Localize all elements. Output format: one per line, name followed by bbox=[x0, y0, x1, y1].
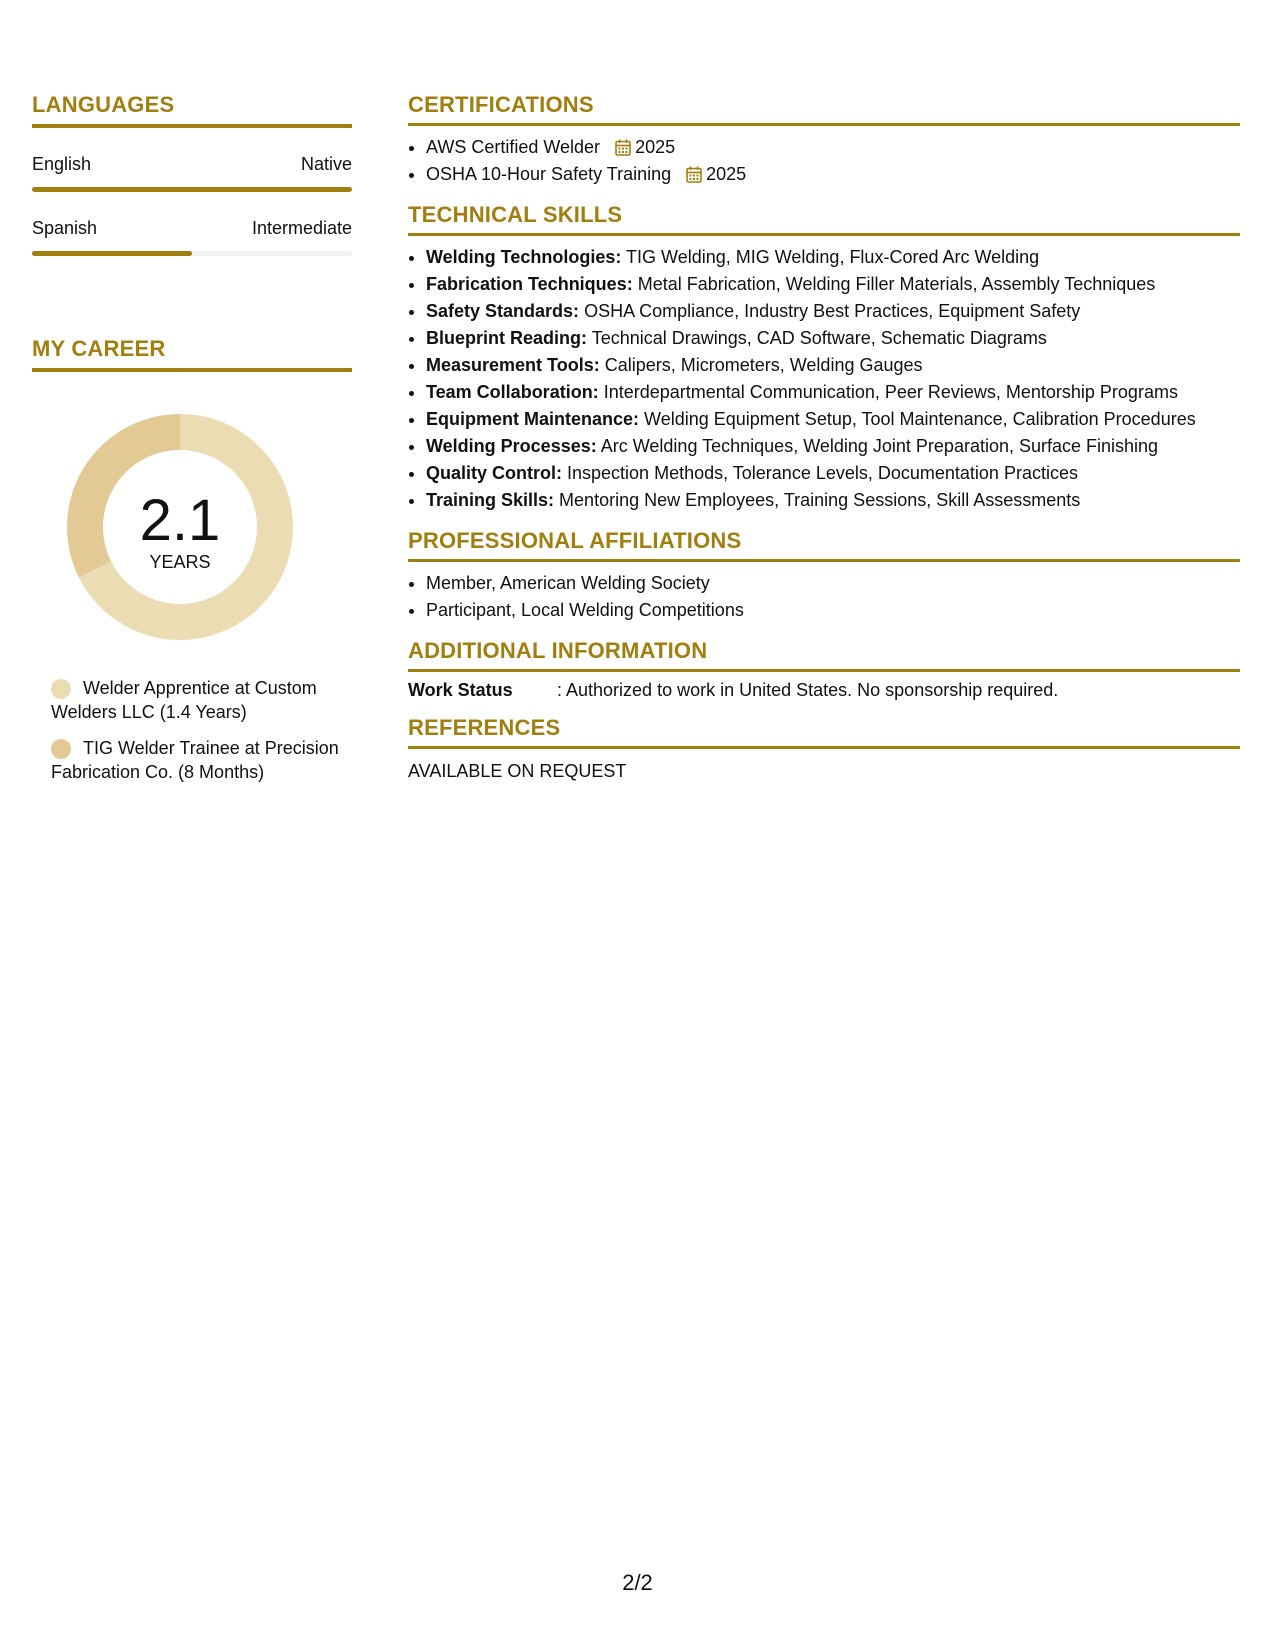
career-total bbox=[67, 414, 293, 640]
page-number: 2/2 bbox=[622, 1570, 653, 1595]
calendar-icon bbox=[686, 166, 702, 183]
certification-year: 2025 bbox=[706, 164, 747, 184]
skill-text: TIG Welding, MIG Welding, Flux-Cored Arc Welding bbox=[626, 247, 1040, 267]
work-status-label: Work Status bbox=[408, 680, 513, 700]
career-donut-chart bbox=[67, 414, 293, 640]
certification-year: 2025 bbox=[635, 137, 676, 157]
left-column bbox=[32, 92, 352, 796]
certifications-section bbox=[408, 92, 1240, 188]
certifications-list bbox=[408, 134, 1240, 188]
certification-name: AWS Certified Welder bbox=[426, 137, 601, 157]
language-name: English bbox=[32, 154, 92, 174]
right-column bbox=[408, 92, 1240, 796]
skill-item bbox=[426, 298, 1240, 325]
skill-item bbox=[426, 271, 1240, 298]
affiliations-title: PROFESSIONAL AFFILIATIONS bbox=[408, 528, 1240, 562]
skill-text: Arc Welding Techniques, Welding Joint Preparation, Surface Finishing bbox=[600, 436, 1159, 456]
career-legend bbox=[51, 676, 352, 784]
technical-skills-title: TECHNICAL SKILLS bbox=[408, 202, 1240, 236]
skill-item bbox=[426, 433, 1240, 460]
skill-label: Blueprint Reading: bbox=[426, 328, 587, 348]
language-level-bar bbox=[32, 187, 352, 192]
skill-label: Training Skills: bbox=[426, 490, 555, 510]
skill-item bbox=[426, 406, 1240, 433]
affiliation-item: • Member, American Welding Society bbox=[426, 570, 1240, 597]
language-level-bar bbox=[32, 251, 352, 256]
language-level-fill bbox=[32, 251, 192, 256]
certification-name: OSHA 10-Hour Safety Training bbox=[426, 164, 672, 184]
legend-item bbox=[51, 736, 352, 784]
references-title: REFERENCES bbox=[408, 715, 1240, 749]
career-total-value: 2.1 bbox=[139, 488, 221, 553]
skill-label: Equipment Maintenance: bbox=[426, 409, 640, 429]
skill-text: Inspection Methods, Tolerance Levels, Documentation Practices bbox=[567, 463, 1078, 483]
skill-label: Fabrication Techniques: bbox=[426, 274, 633, 294]
references-section bbox=[408, 715, 1240, 782]
career-title: MY CAREER bbox=[32, 336, 352, 372]
skill-item bbox=[426, 244, 1240, 271]
skill-text: Interdepartmental Communication, Peer Reviews, Mentorship Programs bbox=[603, 382, 1178, 402]
skill-item bbox=[426, 487, 1240, 514]
legend-dot bbox=[51, 739, 71, 759]
language-level: Intermediate bbox=[251, 218, 352, 238]
additional-info-section bbox=[408, 638, 1240, 701]
language-item-english bbox=[32, 154, 352, 192]
skill-text: Metal Fabrication, Welding Filler Materials, Assembly Techniques bbox=[637, 274, 1156, 294]
language-level-fill bbox=[32, 187, 352, 192]
certification-item bbox=[426, 161, 1240, 188]
skill-label: Welding Processes: bbox=[426, 436, 597, 456]
affiliation-item: • Participant, Local Welding Competitions bbox=[426, 597, 1240, 624]
skill-item bbox=[426, 460, 1240, 487]
skill-label: Measurement Tools: bbox=[426, 355, 600, 375]
language-level: Native bbox=[300, 154, 352, 174]
skill-item bbox=[426, 325, 1240, 352]
affiliations-section bbox=[408, 528, 1240, 624]
skill-label: Safety Standards: bbox=[426, 301, 580, 321]
legend-label: TIG Welder Trainee at Precision Fabrication Co. (8 Months) bbox=[51, 738, 339, 782]
skill-label: Welding Technologies: bbox=[426, 247, 622, 267]
language-name: Spanish bbox=[32, 218, 98, 238]
references-text: AVAILABLE ON REQUEST bbox=[408, 761, 627, 781]
skill-text: Welding Equipment Setup, Tool Maintenance, Calibration Procedures bbox=[644, 409, 1196, 429]
technical-skills-list bbox=[408, 244, 1240, 514]
certification-item bbox=[426, 134, 1240, 161]
certifications-title: CERTIFICATIONS bbox=[408, 92, 1240, 126]
language-item-spanish bbox=[32, 218, 352, 256]
calendar-icon bbox=[615, 139, 631, 156]
legend-item bbox=[51, 676, 352, 724]
legend-label: Welder Apprentice at Custom Welders LLC (1.4 Years) bbox=[51, 678, 317, 722]
languages-title: LANGUAGES bbox=[32, 92, 352, 128]
skill-item bbox=[426, 379, 1240, 406]
skill-label: Team Collaboration: bbox=[426, 382, 599, 402]
skill-text: Technical Drawings, CAD Software, Schematic Diagrams bbox=[591, 328, 1047, 348]
skill-item bbox=[426, 352, 1240, 379]
skill-text: Calipers, Micrometers, Welding Gauges bbox=[604, 355, 923, 375]
affiliations-list bbox=[408, 570, 1240, 624]
technical-skills-section bbox=[408, 202, 1240, 514]
career-total-unit: YEARS bbox=[149, 552, 211, 572]
skill-label: Quality Control: bbox=[426, 463, 562, 483]
work-status-value: : Authorized to work in United States. No sponsorship required. bbox=[557, 680, 1059, 700]
skill-text: Mentoring New Employees, Training Sessions, Skill Assessments bbox=[559, 490, 1081, 510]
skill-text: OSHA Compliance, Industry Best Practices, Equipment Safety bbox=[584, 301, 1081, 321]
legend-dot bbox=[51, 679, 71, 699]
work-status-row bbox=[408, 680, 1240, 701]
additional-info-title: ADDITIONAL INFORMATION bbox=[408, 638, 1240, 672]
